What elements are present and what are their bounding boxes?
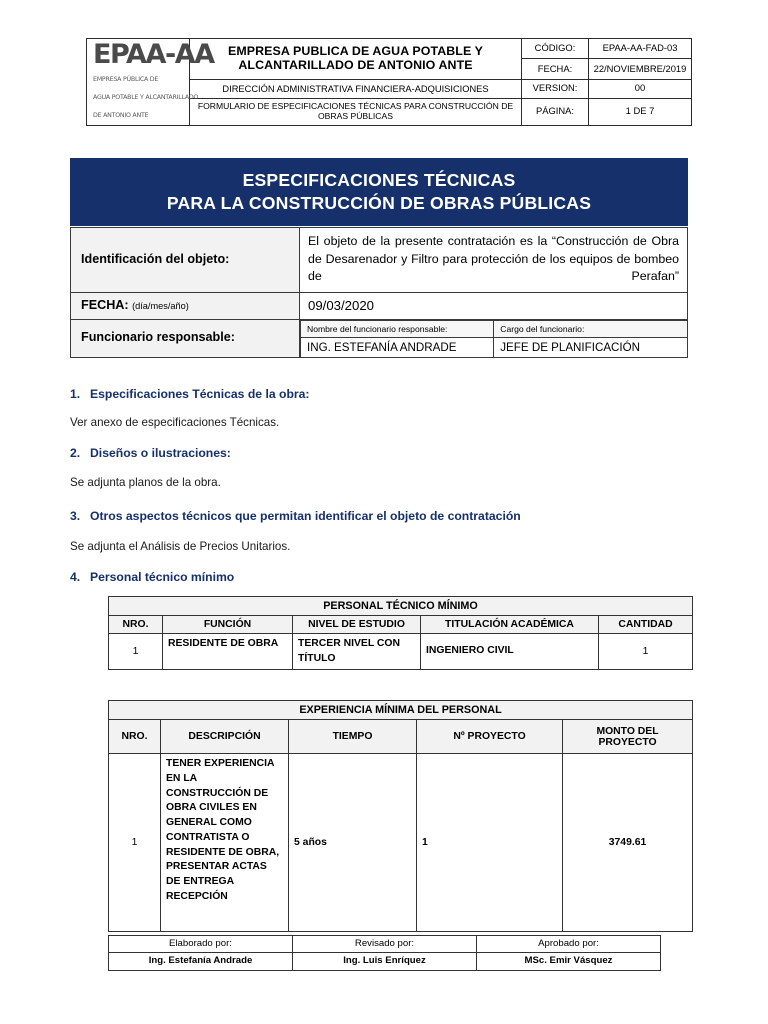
table-title-row [109, 701, 693, 720]
fecha-word: FECHA: [81, 297, 129, 312]
logo-wordmark: EPAA-AA [93, 39, 214, 70]
section-heading-2 [70, 446, 231, 460]
personal-table-title: PERSONAL TÉCNICO MÍNIMO [109, 597, 693, 616]
form-name: FORMULARIO DE ESPECIFICACIONES TÉCNICAS PARA CONSTRUCCIÓN DE OBRAS PÚBLICAS [190, 98, 522, 125]
logo-subtitle-line-2: AGUA POTABLE Y ALCANTARILLADO [93, 93, 199, 101]
section-title-4: Personal técnico mínimo [90, 570, 235, 584]
table-title-row [109, 597, 693, 616]
col-monto-proyecto: MONTO DEL PROYECTO [563, 720, 693, 754]
row-fecha [71, 292, 688, 319]
cell-tiempo: 5 años [289, 754, 417, 932]
section-body-1: Ver anexo de especificaciones Técnicas. [70, 416, 280, 429]
document-header-table [86, 38, 692, 126]
cell-nivel-estudio: TERCER NIVEL CON TÍTULO [293, 634, 421, 670]
col-descripcion: DESCRIPCIÓN [161, 720, 289, 754]
experiencia-table-title: EXPERIENCIA MÍNIMA DEL PERSONAL [109, 701, 693, 720]
document-title-banner [70, 158, 688, 226]
col-nro: NRO. [109, 616, 163, 634]
cell-nro: 1 [109, 634, 163, 670]
table-header-row [109, 616, 693, 634]
section-number-1: 1. [70, 387, 81, 401]
col-funcion: FUNCIÓN [163, 616, 293, 634]
fecha-value: 22/NOVIEMBRE/2019 [589, 59, 692, 79]
nombre-funcionario-value: ING. ESTEFANÍA ANDRADE [301, 337, 494, 357]
col-nivel-estudio: NIVEL DE ESTUDIO [293, 616, 421, 634]
cell-descripcion: TENER EXPERIENCIA EN LA CONSTRUCCIÓN DE OBRA CIVILES EN GENERAL COMO CONTRATISTA O RESIDENTE DE OBRA, PRESENTAR ACTAS DE ENTREGA RECEPCIÓN [161, 754, 289, 932]
section-heading-4 [70, 570, 234, 584]
cell-cantidad: 1 [599, 634, 693, 670]
section-body-2: Se adjunta planos de la obra. [70, 476, 221, 489]
col-tiempo: TIEMPO [289, 720, 417, 754]
version-value: 00 [589, 79, 692, 98]
row-identificacion-objeto [71, 228, 688, 293]
cell-funcion: RESIDENTE DE OBRA [163, 634, 293, 670]
section-number-3: 3. [70, 509, 81, 523]
personal-tecnico-minimo-table [108, 596, 693, 670]
identification-table [70, 227, 688, 358]
section-title-3: Otros aspectos técnicos que permitan identificar el objeto de contratación [90, 509, 521, 523]
funcionario-label: Funcionario responsable: [71, 319, 300, 358]
logo-subtitle-line-3: DE ANTONIO ANTE [93, 111, 149, 119]
aprobado-por-name: MSc. Emir Vásquez [477, 953, 661, 970]
signature-name-row [109, 953, 661, 970]
table-header-row [109, 720, 693, 754]
row-funcionario [71, 319, 688, 358]
pagina-label: PÁGINA: [522, 98, 589, 125]
col-numero-proyecto: Nº PROYECTO [417, 720, 563, 754]
identificacion-objeto-label: Identificación del objeto: [71, 228, 300, 293]
nombre-funcionario-header: Nombre del funcionario responsable: [301, 320, 494, 337]
codigo-value: EPAA-AA-FAD-03 [589, 39, 692, 59]
funcionario-nested-table [300, 320, 688, 358]
header-row-1 [87, 39, 692, 59]
section-body-3: Se adjunta el Análisis de Precios Unitarios. [70, 540, 291, 553]
revisado-por-label: Revisado por: [293, 936, 477, 953]
cell-titulacion-academica: INGENIERO CIVIL [421, 634, 599, 670]
section-title-2: Diseños o ilustraciones: [90, 446, 231, 460]
signature-label-row [109, 936, 661, 953]
banner-title-line-1: ESPECIFICACIONES TÉCNICAS [242, 169, 516, 190]
table-row [109, 634, 693, 670]
pagina-value: 1 DE 7 [589, 98, 692, 125]
fecha-row-label [71, 292, 300, 319]
funcionario-value-row [301, 337, 688, 357]
fecha-row-value: 09/03/2020 [300, 292, 688, 319]
section-number-4: 4. [70, 570, 81, 584]
elaborado-por-label: Elaborado por: [109, 936, 293, 953]
section-number-2: 2. [70, 446, 81, 460]
table-row [109, 754, 693, 932]
identificacion-objeto-value: El objeto de la presente contratación es la “Construcción de Obra de Desarenador y Filtro para protección de los equipos de bombeo de Perafan” [300, 228, 688, 293]
elaborado-por-name: Ing. Estefanía Andrade [109, 953, 293, 970]
company-title: EMPRESA PUBLICA DE AGUA POTABLE Y ALCANTARILLADO DE ANTONIO ANTE [190, 39, 522, 80]
department-name: DIRECCIÓN ADMINISTRATIVA FINANCIERA-ADQUISICIONES [190, 79, 522, 98]
logo-subtitle-line-1: EMPRESA PÚBLICA DE [93, 75, 159, 83]
cell-numero-proyecto: 1 [417, 754, 563, 932]
section-heading-3 [70, 509, 521, 523]
cell-monto-proyecto: 3749.61 [563, 754, 693, 932]
experiencia-minima-personal-table [108, 700, 693, 932]
col-cantidad: CANTIDAD [599, 616, 693, 634]
company-logo [87, 39, 214, 126]
cell-nro: 1 [109, 754, 161, 932]
col-nro: NRO. [109, 720, 161, 754]
cargo-funcionario-header: Cargo del funcionario: [494, 320, 687, 337]
revisado-por-name: Ing. Luis Enríquez [293, 953, 477, 970]
section-heading-1 [70, 387, 309, 401]
funcionario-header-row [301, 320, 688, 337]
col-titulacion-academica: TITULACIÓN ACADÉMICA [421, 616, 599, 634]
codigo-label: CÓDIGO: [522, 39, 589, 59]
version-label: VERSION: [522, 79, 589, 98]
fecha-format-hint: (día/mes/año) [132, 300, 189, 311]
section-title-1: Especificaciones Técnicas de la obra: [90, 387, 310, 401]
fecha-label: FECHA: [522, 59, 589, 79]
signature-table [108, 935, 661, 971]
cargo-funcionario-value: JEFE DE PLANIFICACIÓN [494, 337, 687, 357]
aprobado-por-label: Aprobado por: [477, 936, 661, 953]
funcionario-details [300, 319, 688, 358]
banner-title-line-2: PARA LA CONSTRUCCIÓN DE OBRAS PÚBLICAS [166, 193, 592, 213]
